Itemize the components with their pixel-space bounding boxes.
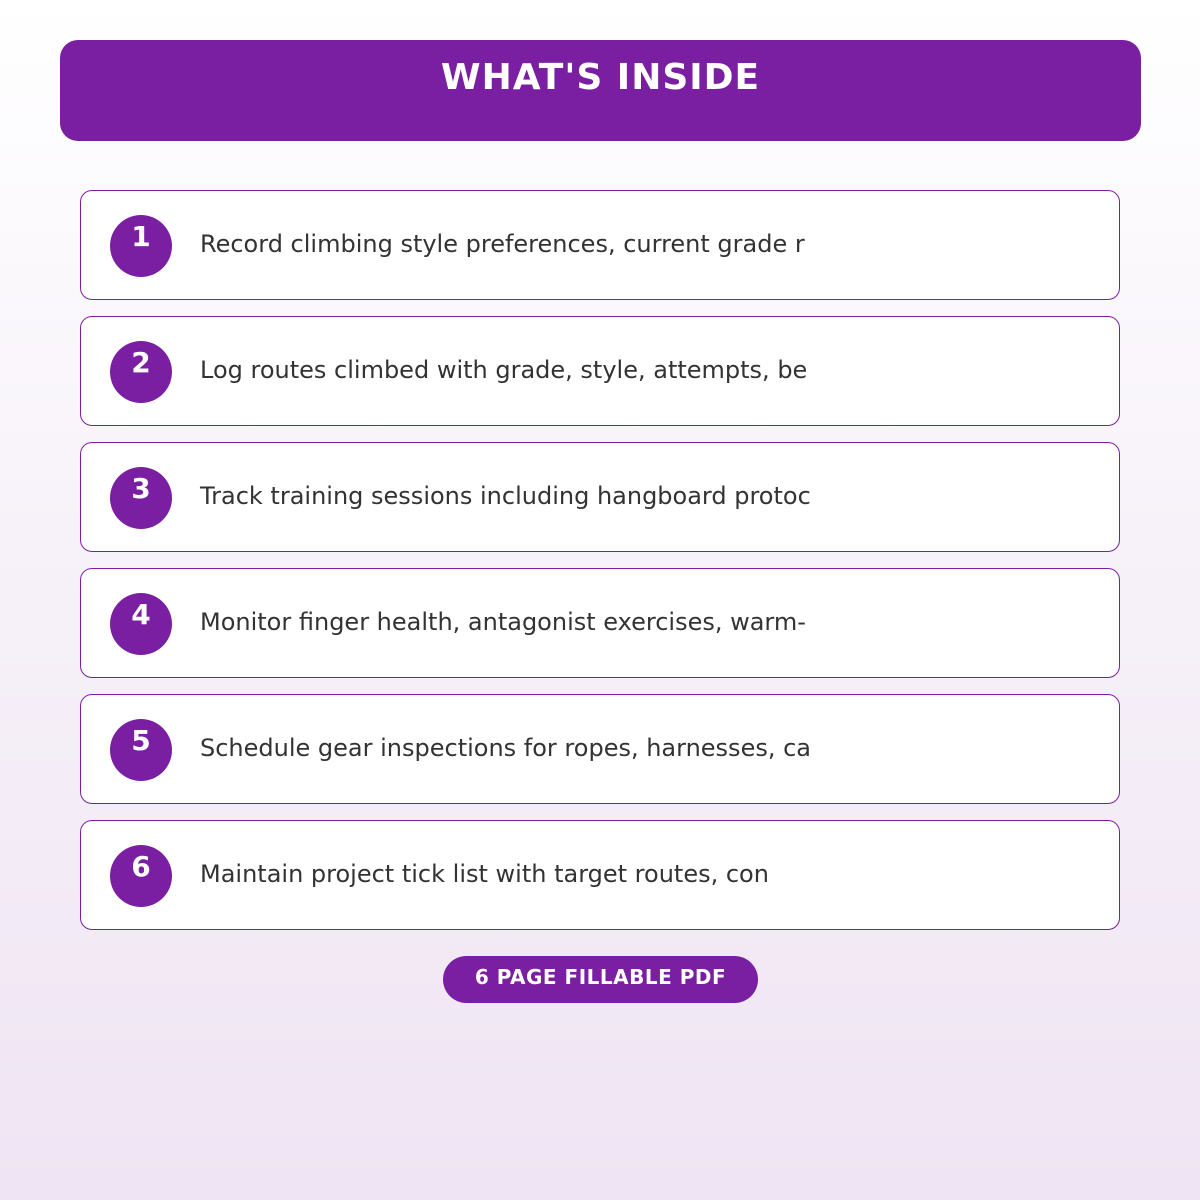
feature-number-badge: 3 <box>110 467 172 529</box>
feature-card <box>80 820 1120 930</box>
feature-card <box>80 442 1120 552</box>
feature-number-badge: 6 <box>110 845 172 907</box>
feature-description: Record climbing style preferences, current grade r <box>200 230 805 258</box>
page-title: WHAT'S INSIDE <box>440 57 761 98</box>
feature-card <box>80 568 1120 678</box>
feature-description: Schedule gear inspections for ropes, harnesses, ca <box>200 734 811 762</box>
feature-number-badge: 4 <box>110 593 172 655</box>
feature-card <box>80 316 1120 426</box>
format-badge: 6 PAGE FILLABLE PDF <box>443 956 758 1003</box>
feature-number-badge: 2 <box>110 341 172 403</box>
feature-description: Log routes climbed with grade, style, attempts, be <box>200 356 808 384</box>
feature-number-badge: 5 <box>110 719 172 781</box>
feature-card <box>80 190 1120 300</box>
header-banner <box>60 40 1141 141</box>
feature-description: Maintain project tick list with target routes, con <box>200 860 769 888</box>
feature-card <box>80 694 1120 804</box>
feature-number-badge: 1 <box>110 215 172 277</box>
feature-description: Monitor finger health, antagonist exercises, warm- <box>200 608 806 636</box>
feature-description: Track training sessions including hangboard protoc <box>200 482 811 510</box>
